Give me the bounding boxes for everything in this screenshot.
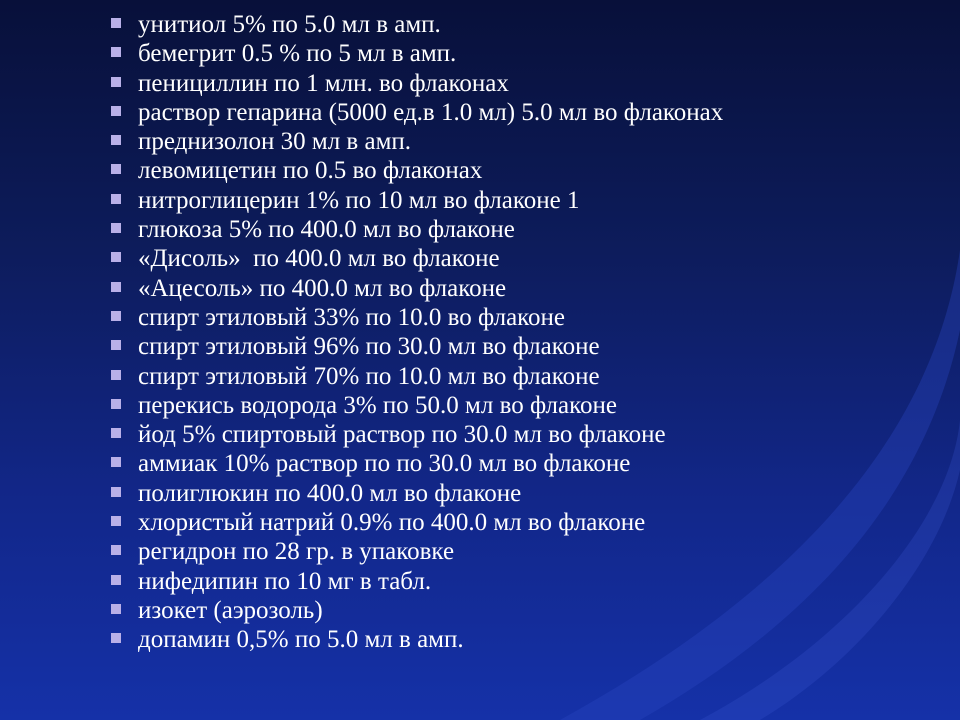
list-item [108, 244, 928, 273]
list-item [108, 10, 928, 39]
list-item-text: глюкоза 5% по 400.0 мл во флаконе [138, 216, 515, 244]
square-bullet-icon [111, 223, 121, 233]
square-bullet-icon [111, 516, 121, 526]
square-bullet-icon [111, 282, 121, 292]
list-item-text: регидрон по 28 гр. в упаковке [138, 538, 455, 566]
list-item [108, 186, 928, 215]
list-item-text: «Дисоль» по 400.0 мл во флаконе [138, 245, 500, 273]
list-item [108, 69, 928, 98]
square-bullet-icon [111, 47, 121, 57]
list-item-text: изокет (аэрозоль) [138, 596, 323, 624]
list-item [108, 449, 928, 478]
list-item [108, 420, 928, 449]
list-item [108, 303, 928, 332]
list-item-text: йод 5% спиртовый раствор по 30.0 мл во флаконе [138, 421, 666, 449]
square-bullet-icon [111, 340, 121, 350]
list-item [108, 127, 928, 156]
square-bullet-icon [111, 399, 121, 409]
list-item-text: хлористый натрий 0.9% по 400.0 мл во флаконе [138, 509, 646, 537]
square-bullet-icon [111, 135, 121, 145]
list-item [108, 537, 928, 566]
list-item [108, 332, 928, 361]
list-item-text: пенициллин по 1 млн. во флаконах [138, 69, 509, 97]
list-item-text: раствор гепарина (5000 ед.в 1.0 мл) 5.0 мл во флаконах [138, 98, 724, 126]
square-bullet-icon [111, 370, 121, 380]
list-item [108, 39, 928, 68]
list-item [108, 98, 928, 127]
square-bullet-icon [111, 633, 121, 643]
slide-content [108, 10, 928, 655]
list-item [108, 567, 928, 596]
square-bullet-icon [111, 545, 121, 555]
square-bullet-icon [111, 194, 121, 204]
list-item-text: преднизолон 30 мл в амп. [138, 128, 412, 156]
list-item-text: спирт этиловый 70% по 10.0 мл во флаконе [138, 362, 600, 390]
square-bullet-icon [111, 457, 121, 467]
square-bullet-icon [111, 106, 121, 116]
list-item-text: «Ацесоль» по 400.0 мл во флаконе [138, 274, 507, 302]
list-item [108, 596, 928, 625]
list-item [108, 625, 928, 654]
list-item-text: нифедипин по 10 мг в табл. [138, 567, 432, 595]
list-item-text: бемегрит 0.5 % по 5 мл в амп. [138, 40, 457, 68]
square-bullet-icon [111, 428, 121, 438]
list-item [108, 391, 928, 420]
list-item [108, 508, 928, 537]
square-bullet-icon [111, 252, 121, 262]
list-item [108, 215, 928, 244]
list-item [108, 274, 928, 303]
square-bullet-icon [111, 77, 121, 87]
square-bullet-icon [111, 575, 121, 585]
list-item-text: нитроглицерин 1% по 10 мл во флаконе 1 [138, 186, 580, 214]
list-item-text: полиглюкин по 400.0 мл во флаконе [138, 479, 522, 507]
list-item [108, 479, 928, 508]
square-bullet-icon [111, 311, 121, 321]
list-item [108, 156, 928, 185]
list-item-text: допамин 0,5% по 5.0 мл в амп. [138, 626, 464, 654]
square-bullet-icon [111, 18, 121, 28]
list-item-text: перекись водорода 3% по 50.0 мл во флаконе [138, 391, 617, 419]
list-item-text: аммиак 10% раствор по по 30.0 мл во флаконе [138, 450, 631, 478]
list-item-text: унитиол 5% по 5.0 мл в амп. [138, 11, 441, 38]
list-item-text: левомицетин по 0.5 во флаконах [138, 157, 483, 185]
square-bullet-icon [111, 604, 121, 614]
list-item-text: спирт этиловый 96% по 30.0 мл во флаконе [138, 333, 600, 361]
list-item-text: спирт этиловый 33% по 10.0 во флаконе [138, 303, 566, 331]
square-bullet-icon [111, 487, 121, 497]
list-item [108, 362, 928, 391]
square-bullet-icon [111, 164, 121, 174]
bullet-list [108, 10, 928, 655]
